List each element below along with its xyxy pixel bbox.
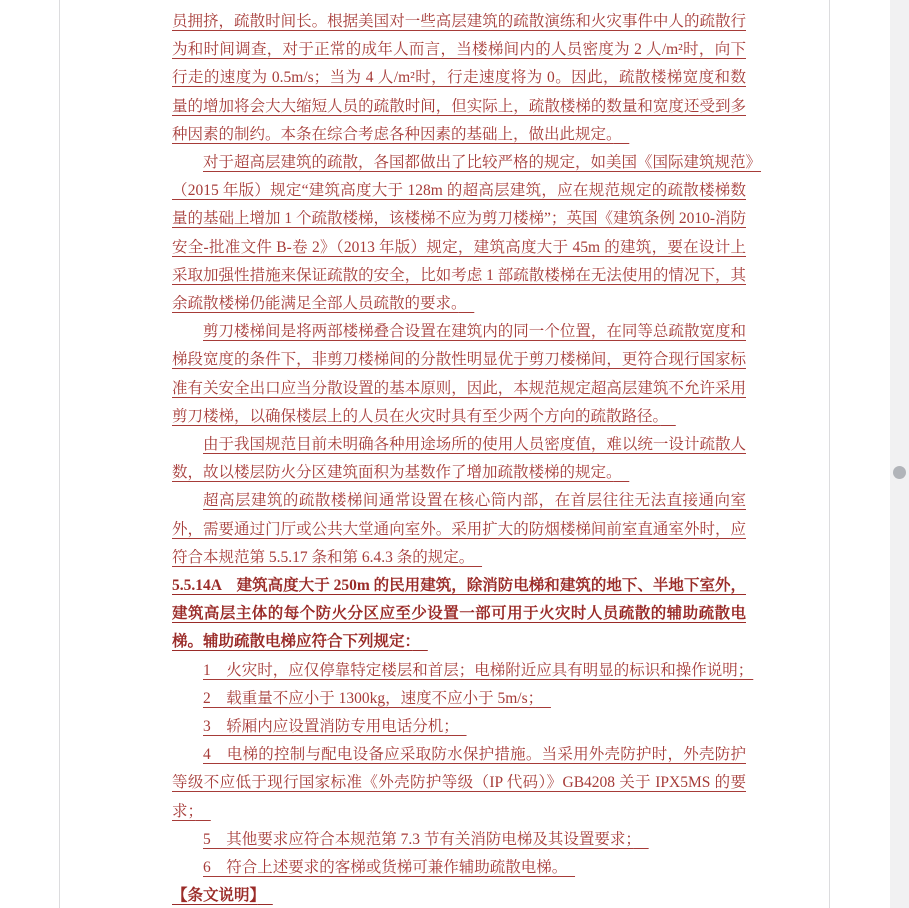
doc-line: 准有关安全出口应当分散设置的基本原则，因此，本规范规定超高层建筑不允许采用: [172, 379, 746, 397]
list-item-line: 等级不应低于现行国家标准《外壳防护等级（IP 代码）》GB4208 关于 IPX5MS 的要: [172, 774, 746, 792]
doc-line: 由于我国规范目前未明确各种用途场所的使用人员密度值，难以统一设计疏散人: [203, 436, 746, 454]
doc-line: 量的基础上增加 1 个疏散楼梯，该楼梯不应为剪刀楼梯”；英国《建筑条例 2010-消防: [172, 210, 746, 228]
doc-line: 数，故以楼层防火分区建筑面积为基数作了增加疏散楼梯的规定。: [172, 464, 614, 482]
doc-line: 余疏散楼梯仍能满足全部人员疏散的要求。: [172, 295, 459, 313]
scrollbar-track[interactable]: [890, 0, 909, 908]
doc-line: 种因素的制约。本条在综合考虑各种因素的基础上，做出此规定。: [172, 125, 614, 143]
doc-line: 员拥挤，疏散时间长。根据美国对一些高层建筑的疏散演练和火灾事件中人的疏散行: [172, 13, 746, 30]
doc-line: 剪刀楼梯，以确保楼层上的人员在火灾时具有至少两个方向的疏散路径。: [172, 407, 661, 425]
doc-line: 符合本规范第 5.5.17 条和第 6.4.3 条的规定。: [172, 548, 467, 566]
doc-line: 外，需要通过门厅或公共大堂通向室外。采用扩大的防烟楼梯间前室直通室外时，应: [172, 520, 746, 538]
list-item-line: 2 载重量不应小于 1300kg，速度不应小于 5m/s；: [203, 689, 536, 707]
doc-line: 剪刀楼梯间是将两部楼梯叠合设置在建筑内的同一个位置，在同等总疏散宽度和: [203, 323, 746, 341]
doc-line: 采取加强性措施来保证疏散的安全，比如考虑 1 部疏散楼梯在无法使用的情况下，其: [172, 266, 746, 284]
doc-line: 梯段宽度的条件下，非剪刀楼梯间的分散性明显优于剪刀楼梯间，更符合现行国家标: [172, 351, 746, 369]
document-text-block: [172, 8, 762, 908]
doc-line: 行走的速度为 0.5m/s；当为 4 人/m²时，行走速度将为 0。因此，疏散楼梯宽度和数: [172, 69, 746, 87]
doc-line: 安全-批准文件 B-卷 2》（2013 年版）规定，建筑高度大于 45m 的建筑，要在设计上: [172, 238, 746, 256]
list-item-line: 1 火灾时，应仅停靠特定楼层和首层；电梯附近应具有明显的标识和操作说明；: [203, 661, 754, 679]
clause-heading-line: 梯。辅助疏散电梯应符合下列规定：: [172, 633, 413, 651]
doc-line: （2015 年版）规定“建筑高度大于 128m 的超高层建筑，应在规范规定的疏散楼梯数: [172, 182, 746, 200]
scrollbar-thumb[interactable]: [893, 466, 906, 479]
list-item-line: 5 其他要求应符合本规范第 7.3 节有关消防电梯及其设置要求；: [203, 830, 634, 848]
doc-line: 对于超高层建筑的疏散，各国都做出了比较严格的规定，如美国《国际建筑规范》: [203, 154, 762, 172]
doc-line: 量的增加将会大大缩短人员的疏散时间，但实际上，疏散楼梯的数量和宽度还受到多: [172, 97, 746, 115]
list-item-line: 6 符合上述要求的客梯或货梯可兼作辅助疏散电梯。: [203, 859, 560, 877]
doc-line: 为和时间调查，对于正常的成年人而言，当楼梯间内的人员密度为 2 人/m²时，向下: [172, 41, 746, 59]
list-item-line: 求；: [172, 802, 196, 820]
list-item-line: 3 轿厢内应设置消防专用电话分机；: [203, 718, 452, 736]
list-item-line: 4 电梯的控制与配电设备应采取防水保护措施。当采用外壳防护时，外壳防护: [203, 746, 746, 764]
clause-heading-line: 5.5.14A 建筑高度大于 250m 的民用建筑，除消防电梯和建筑的地下、半地下室外，: [172, 577, 746, 595]
doc-line: 超高层建筑的疏散楼梯间通常设置在核心筒内部，在首层往往无法直接通向室: [203, 492, 746, 510]
clause-heading-line: 建筑高层主体的每个防火分区应至少设置一部可用于火灾时人员疏散的辅助疏散电: [172, 605, 746, 623]
commentary-marker: 【条文说明】: [172, 887, 258, 905]
